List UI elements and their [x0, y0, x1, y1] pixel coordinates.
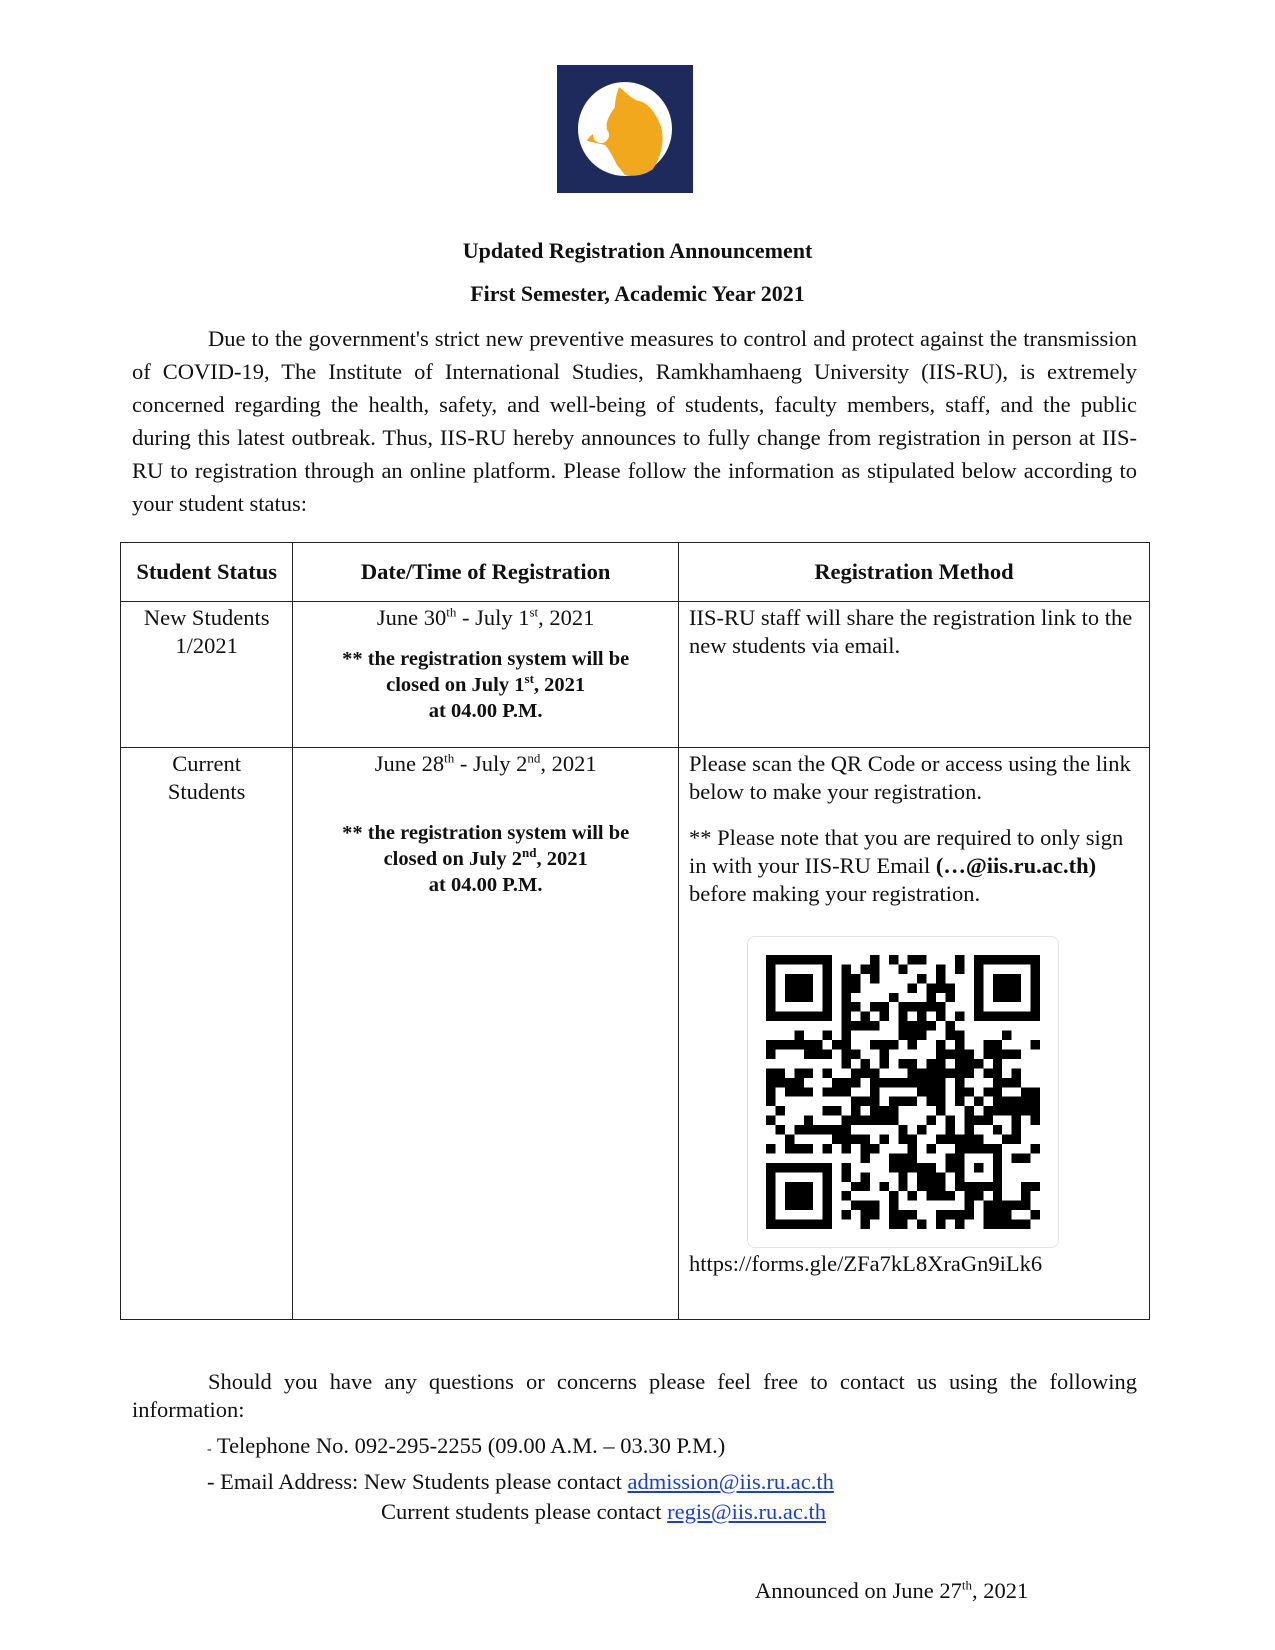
- table-row: [121, 748, 1150, 1320]
- registration-table: [120, 542, 1150, 1320]
- method-cell: [678, 748, 1149, 1320]
- status-cell: [121, 602, 293, 748]
- regis-email-link[interactable]: regis@iis.ru.ac.th: [667, 1499, 826, 1524]
- phone-line: - Telephone No. 092-295-2255 (09.00 A.M. – 03.30 P.M.): [207, 1433, 726, 1458]
- current-email-line: Current students please contact regis@iis.ru.ac.th: [381, 1499, 826, 1524]
- date-range: June 30th - July 1st, 2021: [376, 604, 595, 630]
- email-line: - Email Address: New Students please contact admission@iis.ru.ac.th: [207, 1469, 834, 1494]
- logo-emblem-icon: [557, 65, 693, 193]
- announcement-title: Updated Registration Announcement: [462, 238, 813, 263]
- email-requirement-note: ** Please note that you are required to only sign in with your IIS-RU Email (…@iis.ru.ac.th) before making your registration.: [688, 825, 1124, 906]
- table-row: [121, 602, 1150, 748]
- header-date-time: Date/Time of Registration: [293, 543, 679, 602]
- qr-code[interactable]: [747, 936, 1059, 1248]
- intro-paragraph: Due to the government's strict new preventive measures to control and protect against the transmission of COVID-19, The Institute of International Studies, Ramkhamhaeng University (IIS-RU), is extremely concerned regarding the health, safety, and well-being of students, faculty members, staff, and the public during this latest outbreak. Thus, IIS-RU hereby announces to fully change from registration in person at IIS-RU to registration through an online platform. Please follow the information as stipulated below according to your student status:: [132, 326, 1137, 516]
- status-text: Current: [172, 751, 242, 776]
- method-instructions: Please scan the QR Code or access using the link below to make your registration.: [688, 751, 1131, 804]
- admission-email-link[interactable]: admission@iis.ru.ac.th: [627, 1469, 834, 1494]
- header-student-status: Student Status: [121, 543, 293, 602]
- date-range: June 28th - July 2nd, 2021: [374, 750, 597, 776]
- qr-code-icon: [766, 955, 1040, 1229]
- contact-paragraph: Should you have any questions or concerns please feel free to contact us using the following information:: [132, 1369, 1137, 1422]
- announced-date: Announced on June 27th, 2021: [755, 1577, 1029, 1603]
- date-cell: [293, 748, 679, 1320]
- iis-ru-logo: [557, 65, 693, 193]
- method-cell: [678, 602, 1149, 748]
- status-term: 1/2021: [175, 633, 238, 658]
- announcement-subtitle: First Semester, Academic Year 2021: [470, 281, 805, 306]
- table-header-row: [121, 543, 1150, 602]
- date-cell: [293, 602, 679, 748]
- method-text: IIS-RU staff will share the registration link to the new students via email.: [688, 605, 1133, 658]
- status-cell: [121, 748, 293, 1320]
- status-text-2: Students: [167, 779, 246, 804]
- header-registration-method: Registration Method: [678, 543, 1149, 602]
- closing-note: ** the registration system will be closed on July 1st, 2021 at 04.00 P.M.: [342, 648, 630, 722]
- closing-note: ** the registration system will be closed on July 2nd, 2021 at 04.00 P.M.: [342, 822, 630, 896]
- registration-link[interactable]: https://forms.gle/ZFa7kL8XraGn9iLk6: [688, 1251, 1043, 1276]
- status-text: New Students: [143, 605, 270, 630]
